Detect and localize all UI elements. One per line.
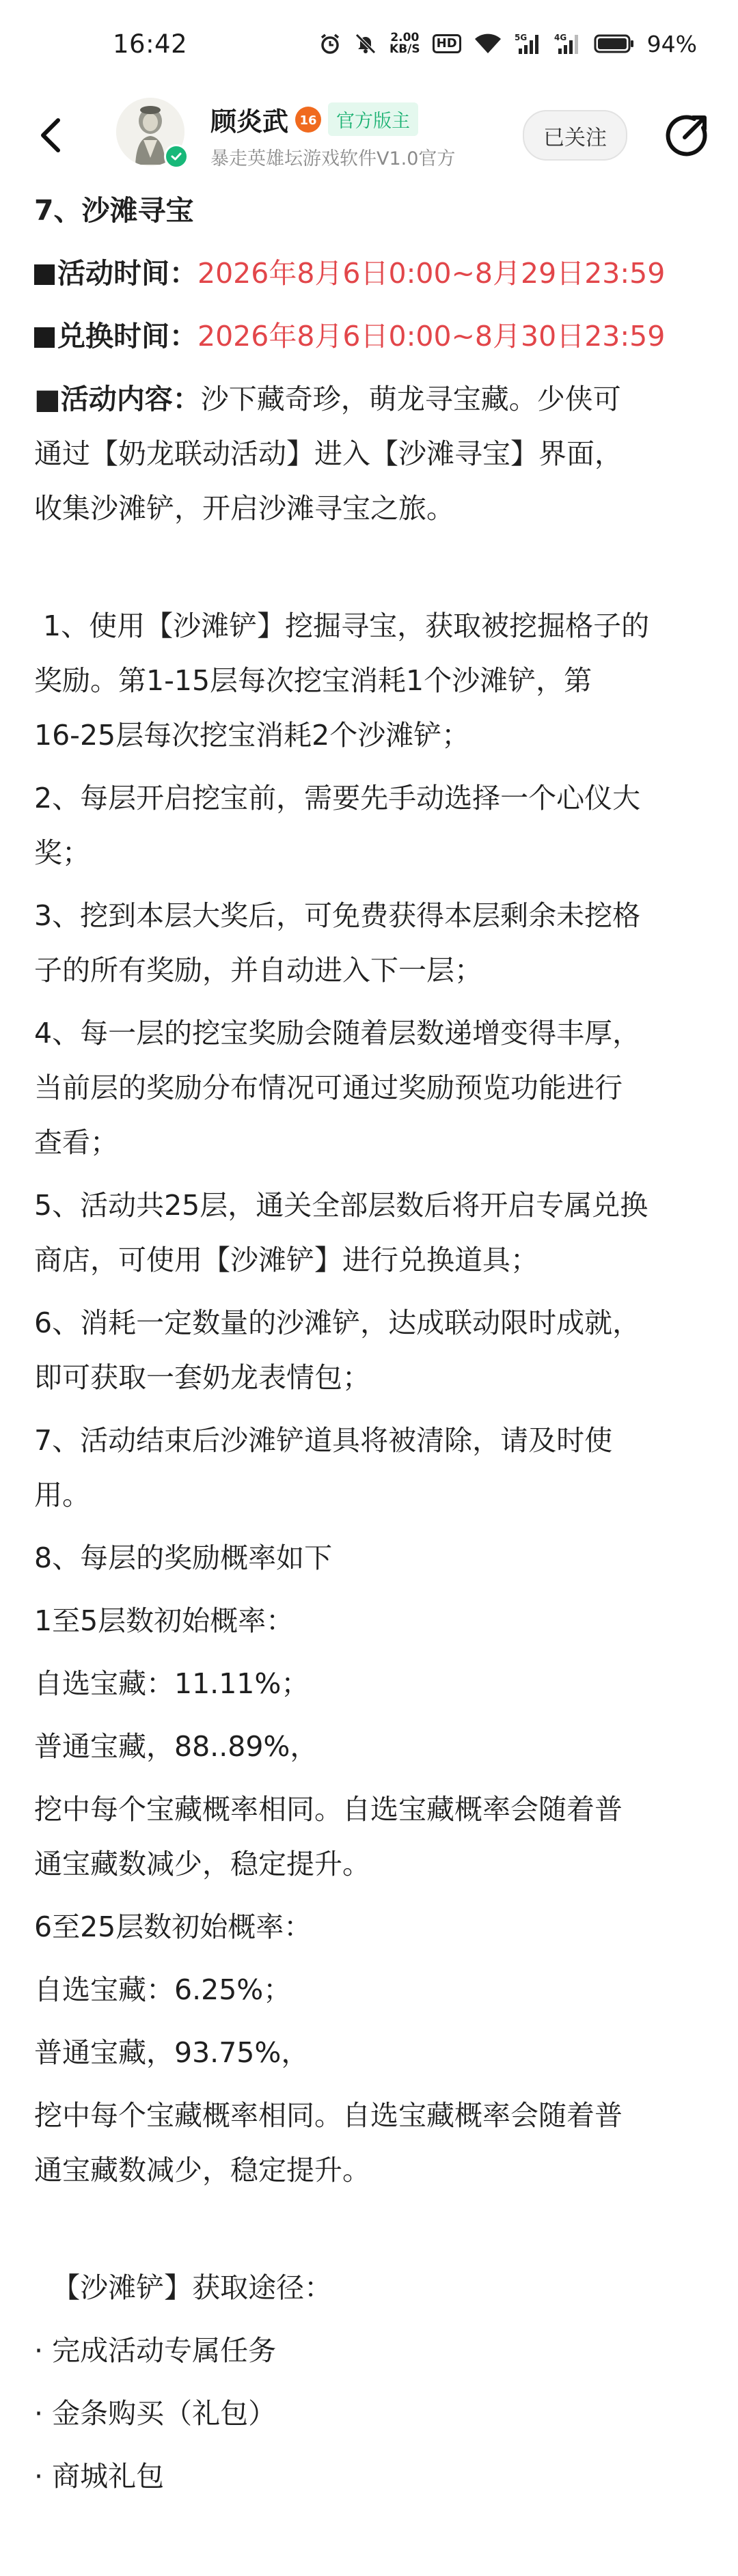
activity-time-value: 2026年8月6日0:00~8月29日23:59 (197, 257, 666, 290)
svg-text:5G: 5G (514, 33, 527, 42)
hd-icon: HD (433, 34, 461, 53)
post-header (0, 87, 738, 183)
exchange-time-value: 2026年8月6日0:00~8月30日23:59 (197, 320, 666, 353)
rule-6 (34, 1296, 718, 1405)
author-info (210, 100, 455, 170)
status-bar (0, 0, 738, 87)
tier-1-title: 1至5层数初始概率： (34, 1604, 295, 1637)
author-name[interactable]: 顾炎武 (210, 107, 289, 137)
note-line: 通宝藏数减少，稳定提升。 (34, 1848, 370, 1880)
author-subtitle: 暴走英雄坛游戏软件V1.0官方 (210, 148, 456, 169)
tier-2-note (34, 2088, 718, 2197)
author-line (210, 100, 455, 138)
section-title: 7、沙滩寻宝 (34, 194, 194, 227)
content-text: 沙下藏奇珍，萌龙寻宝藏。少侠可 (200, 383, 621, 415)
source-item: · 完成活动专属任务 (34, 2334, 277, 2367)
tier-2-title: 6至25层数初始概率： (34, 1910, 312, 1943)
network-speed-value: 2.00 (390, 31, 420, 44)
svg-text:4G: 4G (554, 33, 566, 42)
avatar[interactable] (116, 98, 191, 173)
level-number: 16 (299, 113, 317, 128)
rule-line: 奖； (34, 836, 90, 869)
rule-line: 16-25层每次挖宝消耗2个沙滩铲； (34, 719, 470, 752)
black-square-icon (34, 264, 55, 285)
back-button[interactable] (27, 111, 75, 159)
note-line: 挖中每个宝藏概率相同。自选宝藏概率会随着普 (34, 1793, 623, 1826)
exchange-time-label: 兑换时间： (57, 320, 197, 353)
rule-line: 1、使用【沙滩铲】挖掘寻宝，获取被挖掘格子的 (34, 609, 650, 642)
content-label: ■活动内容： (34, 383, 201, 415)
content-line: 通过【奶龙联动活动】进入【沙滩寻宝】界面， (34, 437, 623, 470)
follow-button[interactable]: 已关注 (523, 110, 627, 161)
level-badge-icon (295, 107, 321, 133)
wifi-icon (474, 33, 502, 55)
tier-2-normal: 普通宝藏，93.75%， (34, 2036, 310, 2069)
rule-line: 当前层的奖励分布情况可通过奖励预览功能进行 (34, 1071, 623, 1104)
black-square-icon (34, 327, 55, 348)
rule-line: 5、活动共25层，通关全部层数后将开启专属兑换 (34, 1189, 648, 1222)
rule-line: 2、每层开启挖宝前，需要先手动选择一个心仪大 (34, 782, 641, 814)
battery-icon (594, 33, 635, 54)
battery-percent: 94% (646, 30, 697, 57)
alarm-icon (318, 32, 342, 55)
note-line: 通宝藏数减少，稳定提升。 (34, 2154, 370, 2187)
official-moderator-tag: 官方版主 (328, 102, 418, 136)
rule-4 (34, 1006, 718, 1170)
rule-2 (34, 771, 718, 880)
rule-line: 4、每一层的挖宝奖励会随着层数递增变得丰厚， (34, 1017, 641, 1050)
rule-line: 7、活动结束后沙滩铲道具将被清除，请及时使 (34, 1424, 613, 1457)
status-time: 16:42 (113, 29, 188, 59)
status-icons (318, 31, 697, 57)
article-body (34, 183, 718, 2504)
tier-1-note (34, 1782, 718, 1891)
signal-4g-icon (554, 32, 582, 55)
exchange-time-row (34, 309, 718, 364)
rule-7 (34, 1413, 718, 1522)
rule-line: 商店，可使用【沙滩铲】进行兑换道具； (34, 1244, 538, 1276)
mute-icon (354, 32, 377, 55)
rule-line: 查看； (34, 1126, 118, 1159)
rule-1 (34, 599, 718, 763)
share-button[interactable] (663, 111, 711, 159)
share-icon (664, 113, 709, 158)
network-speed-unit: KB/S (390, 42, 420, 56)
chevron-left-icon (38, 116, 65, 154)
rule-line: 奖励。第1-15层每次挖宝消耗1个沙滩铲，第 (34, 664, 592, 697)
signal-5g-icon (515, 32, 542, 55)
source-title: 【沙滩铲】获取途径： (34, 2271, 333, 2304)
content-line: 收集沙滩铲，开启沙滩寻宝之旅。 (34, 492, 454, 525)
tier-2-self-pick: 自选宝藏：6.25%； (34, 1973, 292, 2006)
rule-5 (34, 1178, 718, 1287)
rule-line: 即可获取一套奶龙表情包； (34, 1361, 370, 1394)
tier-1-normal: 普通宝藏，88..89%， (34, 1730, 318, 1763)
source-item: · 金条购买（礼包） (34, 2397, 277, 2430)
verified-badge-icon (164, 144, 189, 169)
rule-line: 子的所有奖励，并自动进入下一层； (34, 954, 482, 987)
content-line (34, 372, 718, 426)
rule-line: 3、挖到本层大奖后，可免费获得本层剩余未挖格 (34, 899, 641, 932)
activity-time-row (34, 246, 718, 301)
rule-8: 8、每层的奖励概率如下 (34, 1542, 333, 1574)
tier-1-self-pick: 自选宝藏：11.11%； (34, 1667, 310, 1700)
network-speed (390, 32, 420, 55)
rule-line: 6、消耗一定数量的沙滩铲，达成联动限时成就， (34, 1306, 641, 1339)
activity-time-label: 活动时间： (57, 257, 197, 290)
rule-line: 用。 (34, 1479, 90, 1511)
source-item: · 商城礼包 (34, 2460, 165, 2493)
rule-3 (34, 888, 718, 998)
content-paragraph (34, 372, 718, 536)
note-line: 挖中每个宝藏概率相同。自选宝藏概率会随着普 (34, 2099, 623, 2132)
